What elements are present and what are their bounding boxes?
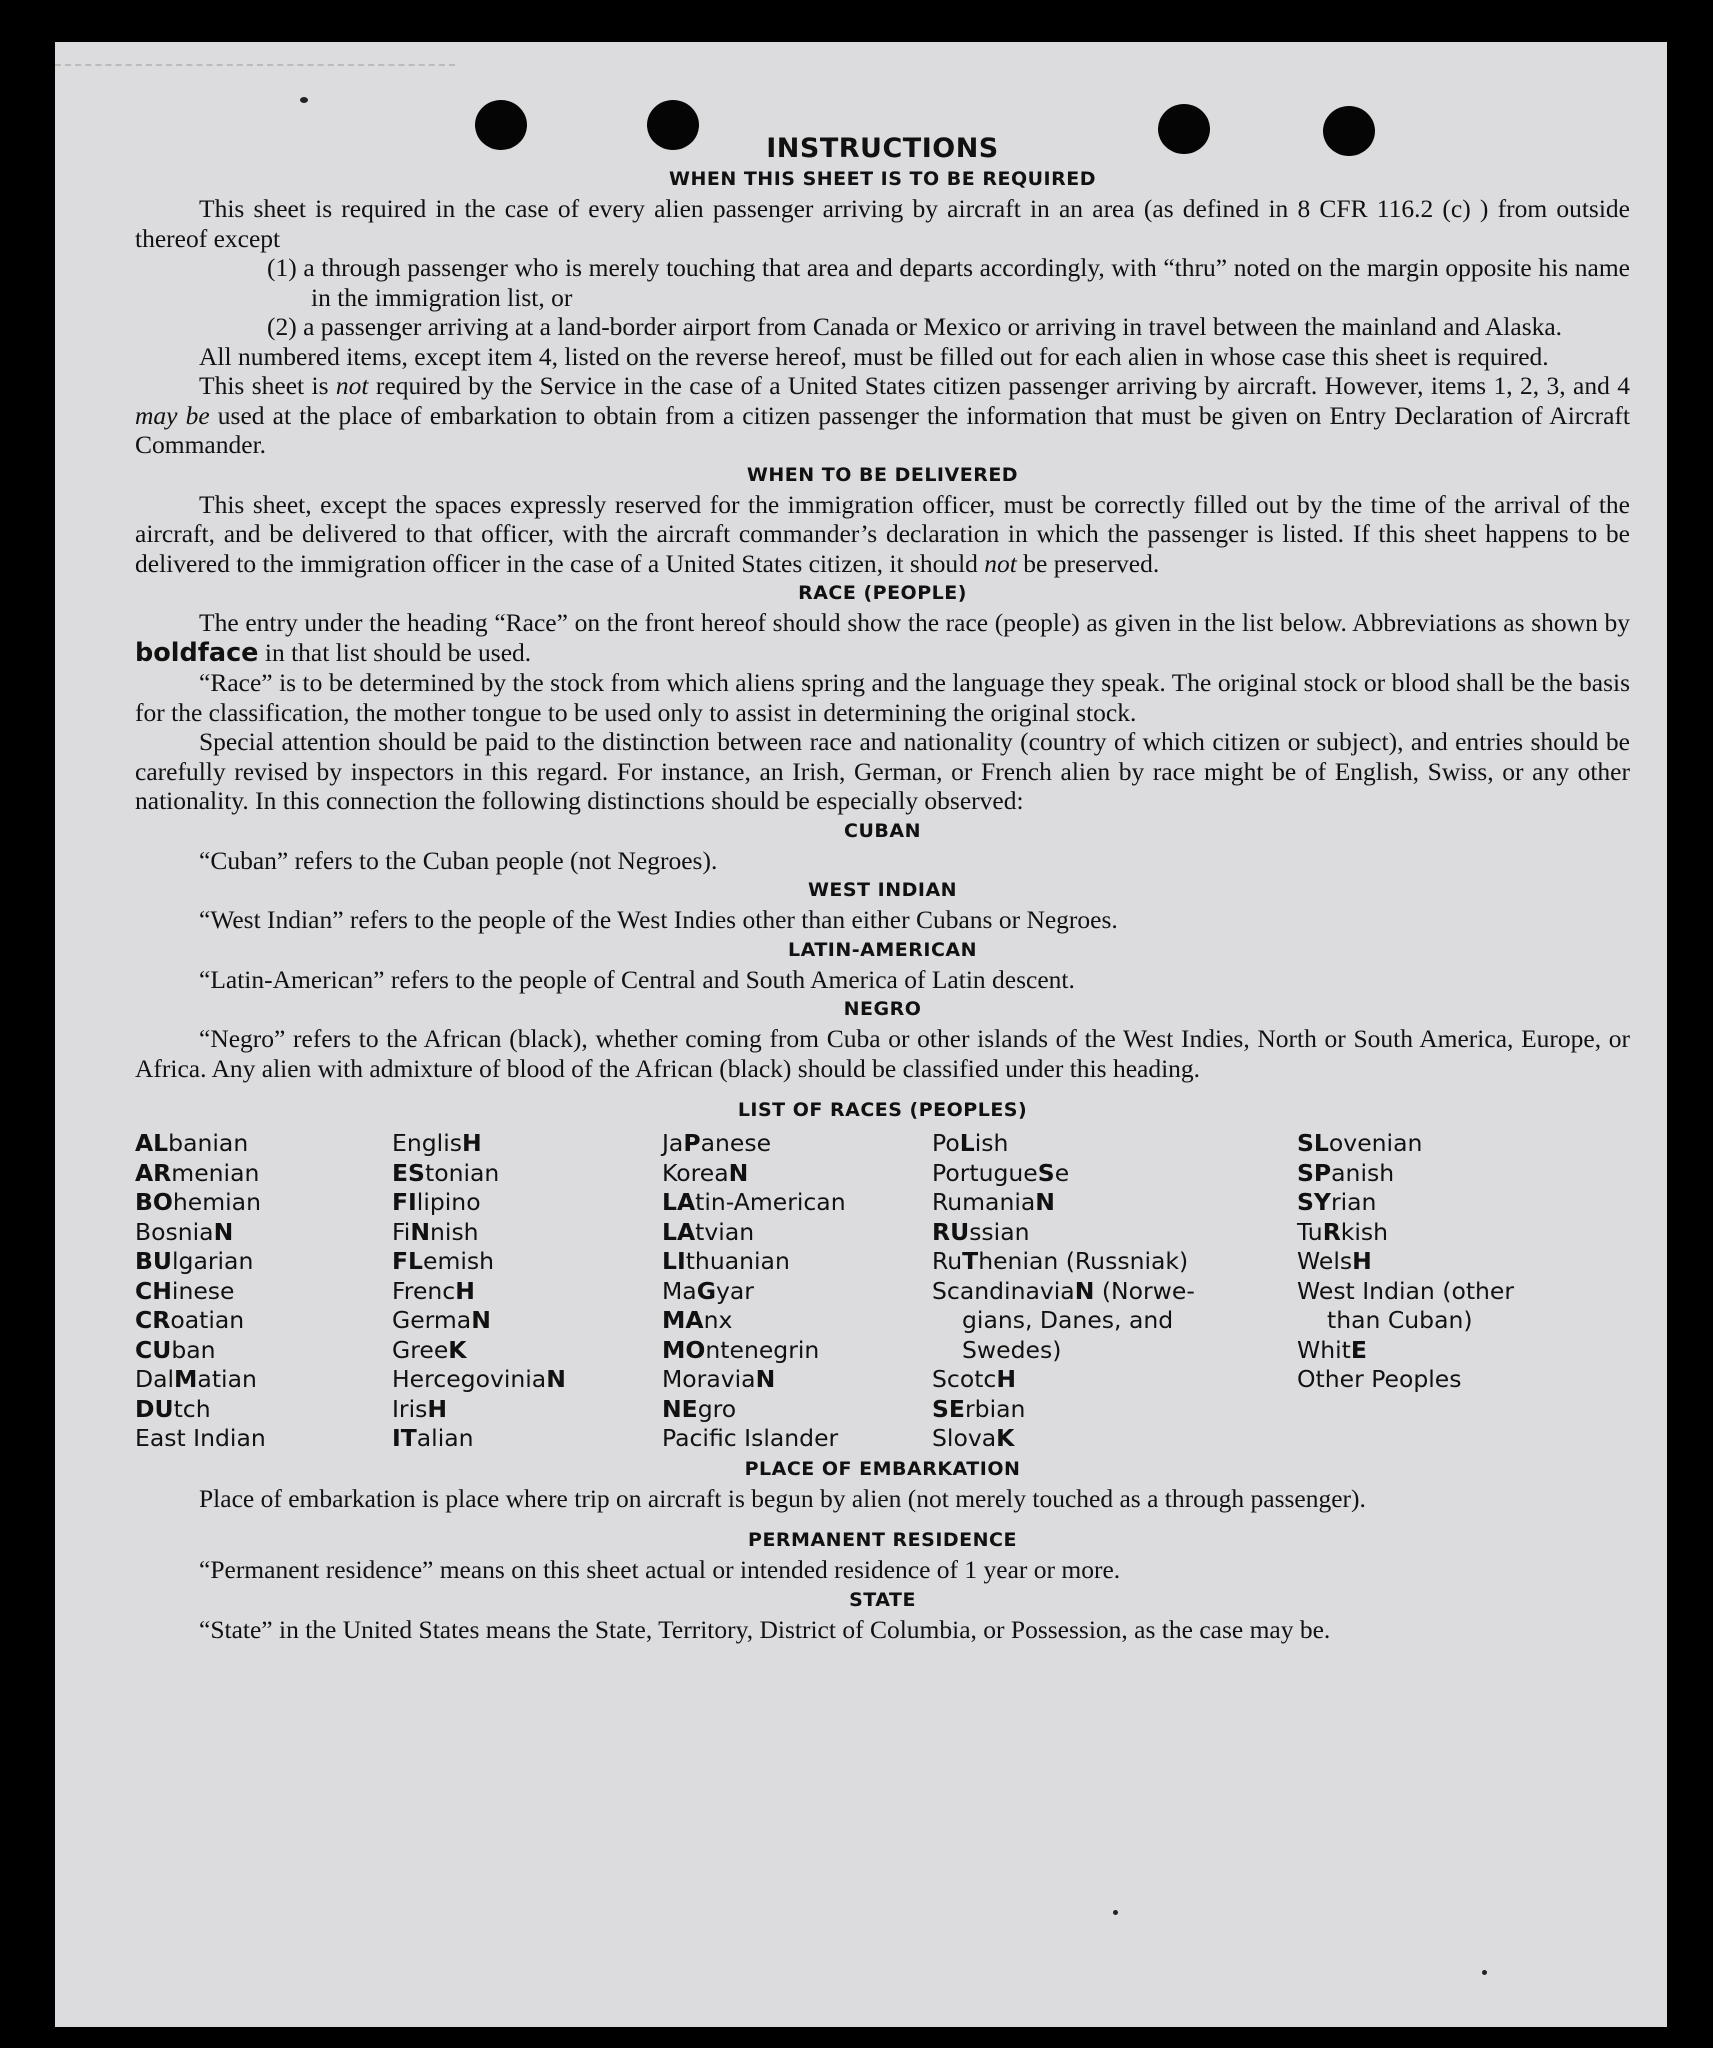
race-entry: LAtvian [662,1217,755,1246]
paragraph: This sheet is required in the case of every alien passenger arriving by aircraft in an area (as defined in 8 CFR 116.2 (c) ) from outside thereof except [135,194,1630,253]
heading-state: STATE [849,1588,916,1611]
paragraph: “Permanent residence” means on this sheet actual or intended residence of 1 year or more. [199,1555,1121,1584]
instructions-body [135,134,1630,1644]
race-entry: MAnx [662,1306,733,1334]
races-column [932,1129,1297,1454]
race-entry: PortugueSe [932,1158,1070,1187]
race-entry: LIthuanian [662,1247,790,1275]
race-entry: DUtch [135,1394,211,1423]
race-entry: East Indian [135,1424,266,1452]
race-entry: CHinese [135,1276,235,1305]
paragraph: Special attention should be paid to the distinction between race and nationality (country of which citizen or subject), and entries should be carefully revised by inspectors in this regard. For instance, an Irish, German, or French alien by race might be of English, Swiss, or any other nationality. In this connection the following distinctions should be especially observed: [135,727,1630,815]
paragraph: Place of embarkation is place where trip on aircraft is begun by alien (not merely touched as a through passenger). [199,1483,1366,1513]
race-entry: DalMatian [135,1365,257,1393]
races-column [392,1129,662,1454]
race-entry: gians, Danes, and [962,1306,1174,1334]
race-entry: BUlgarian [135,1247,254,1275]
paragraph: This sheet, except the spaces expressly reserved for the immigration officer, must be correctly filled out by the time of the arrival of the aircraft, and be delivered to that officer, with the aircraft commander’s declaration in which the passenger is listed. If this sheet happens to be delivered to the immigration officer in the case of a United States citizen, it should not be preserved. [135,489,1630,578]
heading-latin-american: LATIN-AMERICAN [788,938,977,961]
race-entry: MaGyar [662,1276,754,1305]
race-entry: EStonian [392,1158,500,1187]
race-entry: MOntenegrin [662,1335,820,1364]
paragraph: All numbered items, except item 4, listed on the reverse hereof, must be filled out for each alien in whose case this sheet is required. [199,341,1549,371]
torn-edge [55,42,455,66]
race-entry: SlovaK [932,1424,1015,1452]
race-entry: HercegoviniaN [392,1365,566,1393]
page-title: INSTRUCTIONS [766,133,999,164]
document-sheet [55,42,1667,2027]
speck [1482,1970,1487,1975]
race-entry: Pacific Islander [662,1424,839,1452]
race-entry: SYrian [1297,1188,1377,1216]
speck [1113,1910,1118,1915]
paragraph: “State” in the United States means the State, Territory, District of Columbia, or Possession, as the case may be. [199,1614,1331,1644]
race-entry: JaPanese [662,1129,772,1157]
paragraph: This sheet is not required by the Service in the case of a United States citizen passenger arriving by aircraft. However, items 1, 2, 3, and 4 may be used at the place of embarkation to obtain from a citizen passenger the information that must be given on Entry Declaration of Aircraft Commander. [135,371,1630,459]
race-entry: NEgro [662,1394,737,1423]
race-entry: FrencH [392,1276,475,1305]
heading-residence: PERMANENT RESIDENCE [748,1529,1017,1551]
heading-when-delivered: WHEN TO BE DELIVERED [746,463,1019,486]
paragraph: “West Indian” refers to the people of the West Indies other than either Cubans or Negroes. [199,905,1118,934]
race-entry: Other Peoples [1297,1365,1462,1393]
race-entry: MoraviaN [662,1365,776,1393]
race-entry: BosniaN [135,1217,234,1246]
race-entry: ITalian [392,1424,474,1452]
race-entry: WhitE [1297,1335,1367,1364]
race-entry: SPanish [1297,1158,1395,1187]
race-entry: ALbanian [135,1129,249,1157]
race-entry: West Indian (other [1297,1276,1515,1305]
race-entry: FLemish [392,1247,495,1275]
numbered-item-2: (2) a passenger arriving at a land-border airport from Canada or Mexico or arriving in travel between the mainland and Alaska. [267,312,1563,341]
race-entry: TuRkish [1297,1217,1389,1246]
heading-race: RACE (PEOPLE) [798,582,967,604]
race-entry: WelsH [1297,1247,1372,1275]
races-list [135,1129,1630,1454]
race-entry: SErbian [932,1394,1026,1423]
races-column [135,1129,392,1454]
race-entry: LAtin-American [662,1188,846,1216]
race-entry: Swedes) [962,1335,1062,1364]
paragraph: The entry under the heading “Race” on the front hereof should show the race (people) as given in the list below. Abbreviations as shown by boldface in that list should be used. [135,608,1630,668]
heading-negro: NEGRO [843,998,922,1020]
race-entry: RUssian [932,1217,1030,1246]
race-entry: IrisH [392,1394,448,1423]
paragraph: “Latin-American” refers to the people of Central and South America of Latin descent. [199,964,1075,994]
speck [300,97,308,103]
race-entry: GermaN [392,1306,491,1334]
race-entry: FIlipino [392,1188,481,1216]
race-entry: SLovenian [1297,1129,1423,1157]
race-entry: than Cuban) [1327,1306,1473,1334]
race-entry: RumaniaN [932,1188,1055,1216]
paragraph: “Negro” refers to the African (black), whether coming from Cuba or other islands of the West Indies, North or South America, Europe, or Africa. Any alien with admixture of blood of the African (black) should be classified under this heading. [135,1024,1630,1083]
race-entry: ARmenian [135,1158,260,1187]
heading-cuban: CUBAN [844,819,921,842]
race-entry: PoLish [932,1129,1009,1157]
race-entry: ScotcH [932,1365,1017,1393]
race-entry: EnglisH [392,1129,482,1157]
races-column [1297,1129,1597,1454]
heading-west-indian: WEST INDIAN [807,879,958,901]
races-column [662,1129,932,1454]
heading-list-of-races: LIST OF RACES (PEOPLES) [737,1099,1028,1121]
numbered-item-1: (1) a through passenger who is merely touching that area and departs accordingly, with “thru” noted on the margin opposite his name in the immigration list, or [267,253,1630,312]
race-entry: ScandinaviaN (Norwe- [932,1276,1195,1305]
race-entry: RuThenian (Russniak) [932,1247,1189,1275]
heading-when-required: WHEN THIS SHEET IS TO BE REQUIRED [668,168,1096,190]
race-entry: BOhemian [135,1188,261,1216]
heading-embarkation: PLACE OF EMBARKATION [744,1457,1021,1480]
race-entry: CUban [135,1335,216,1364]
race-entry: GreeK [392,1335,467,1364]
paragraph: “Cuban” refers to the Cuban people (not Negroes). [199,845,718,875]
paragraph: “Race” is to be determined by the stock from which aliens spring and the language they speak. The original stock or blood shall be the basis for the classification, the mother tongue to be used only to assist in determining the original stock. [135,668,1630,727]
race-entry: FiNnish [392,1217,479,1246]
race-entry: KoreaN [662,1158,749,1187]
race-entry: CRoatian [135,1306,245,1334]
